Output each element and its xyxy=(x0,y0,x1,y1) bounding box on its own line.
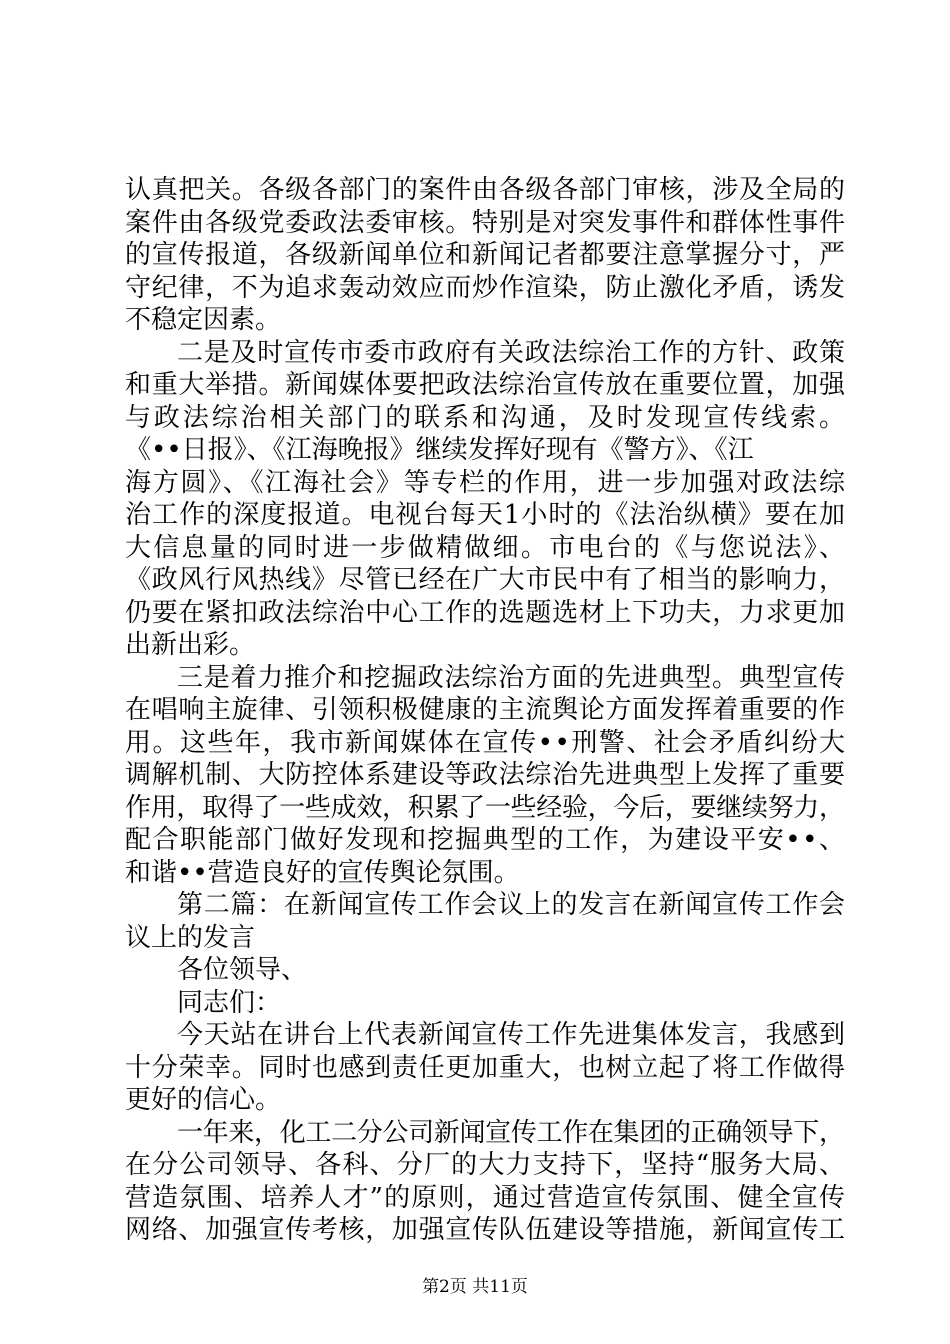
text-line: 网络、加强宣传考核，加强宣传队伍建设等措施，新闻宣传工 xyxy=(125,1215,846,1245)
text-line: 营造氛围、培养人才”的原则，通过营造宣传氛围、健全宣传 xyxy=(125,1182,847,1213)
text-line: 议上的发言 xyxy=(125,922,256,953)
text-line: 更好的信心。 xyxy=(125,1085,282,1115)
text-line: 第二篇：在新闻宣传工作会议上的发言在新闻宣传工作会 xyxy=(177,890,846,920)
text-line: 和重大举措。新闻媒体要把政法综治宣传放在重要位置，加强 xyxy=(125,370,846,400)
text-line: 《政风行风热线》尽管已经在广大市民中有了相当的影响力， xyxy=(125,565,846,595)
text-line: 案件由各级党委政法委审核。特别是对突发事件和群体性事件 xyxy=(125,207,846,238)
text-line: 与政法综治相关部门的联系和沟通，及时发现宣传线索。 xyxy=(125,402,848,433)
text-line: 一年来，化工二分公司新闻宣传工作在集团的正确领导下， xyxy=(177,1117,845,1148)
text-line: 认真把关。各级各部门的案件由各级各部门审核，涉及全局的 xyxy=(125,175,846,205)
page-footer: 第2页 共11页 xyxy=(422,1277,528,1297)
text-line: 守纪律，不为追求轰动效应而炒作渲染，防止激化矛盾，诱发 xyxy=(125,272,846,303)
text-line: 在唱响主旋律、引领积极健康的主流舆论方面发挥着重要的作 xyxy=(125,695,846,725)
text-line: 仍要在紧扣政法综治中心工作的选题选材上下功夫，力求更加 xyxy=(125,597,846,628)
text-line: 海方圆》、《江海社会》等专栏的作用，进一步加强对政法综 xyxy=(125,467,847,498)
text-line: 配合职能部门做好发现和挖掘典型的工作，为建设平安••、 xyxy=(125,825,847,855)
text-line: 大信息量的同时进一步做精做细。市电台的《与您说法》、 xyxy=(125,532,848,563)
text-line: 调解机制、大防控体系建设等政法综治先进典型上发挥了重要 xyxy=(125,760,846,790)
text-line: 出新出彩。 xyxy=(125,630,256,660)
document-body xyxy=(125,174,848,1247)
text-line: 三是着力推介和挖掘政法综治方面的先进典型。典型宣传 xyxy=(177,662,846,693)
text-line: 用。这些年，我市新闻媒体在宣传••刑警、社会矛盾纠纷大 xyxy=(125,727,847,758)
text-line: 的宣传报道，各级新闻单位和新闻记者都要注意掌握分寸，严 xyxy=(125,240,846,270)
text-line: 今天站在讲台上代表新闻宣传工作先进集体发言，我感到 xyxy=(177,1020,846,1050)
text-line: 《••日报》、《江海晚报》继续发挥好现有《警方》、《江 xyxy=(125,435,754,465)
text-line: 二是及时宣传市委市政府有关政法综治工作的方针、政策 xyxy=(177,337,846,368)
text-line: 作用，取得了一些成效，积累了一些经验，今后，要继续努力， xyxy=(125,792,845,823)
text-line: 同志们： xyxy=(177,987,282,1018)
text-line: 十分荣幸。同时也感到责任更加重大，也树立起了将工作做得 xyxy=(125,1052,846,1083)
text-line: 不稳定因素。 xyxy=(125,305,282,335)
text-line: 在分公司领导、各科、分厂的大力支持下，坚持“服务大局、 xyxy=(125,1150,847,1180)
text-line: 和谐••营造良好的宣传舆论氛围。 xyxy=(125,857,520,888)
text-line: 各位领导、 xyxy=(177,955,308,985)
text-line: 治工作的深度报道。电视台每天1小时的《法治纵横》要在加 xyxy=(125,500,847,530)
